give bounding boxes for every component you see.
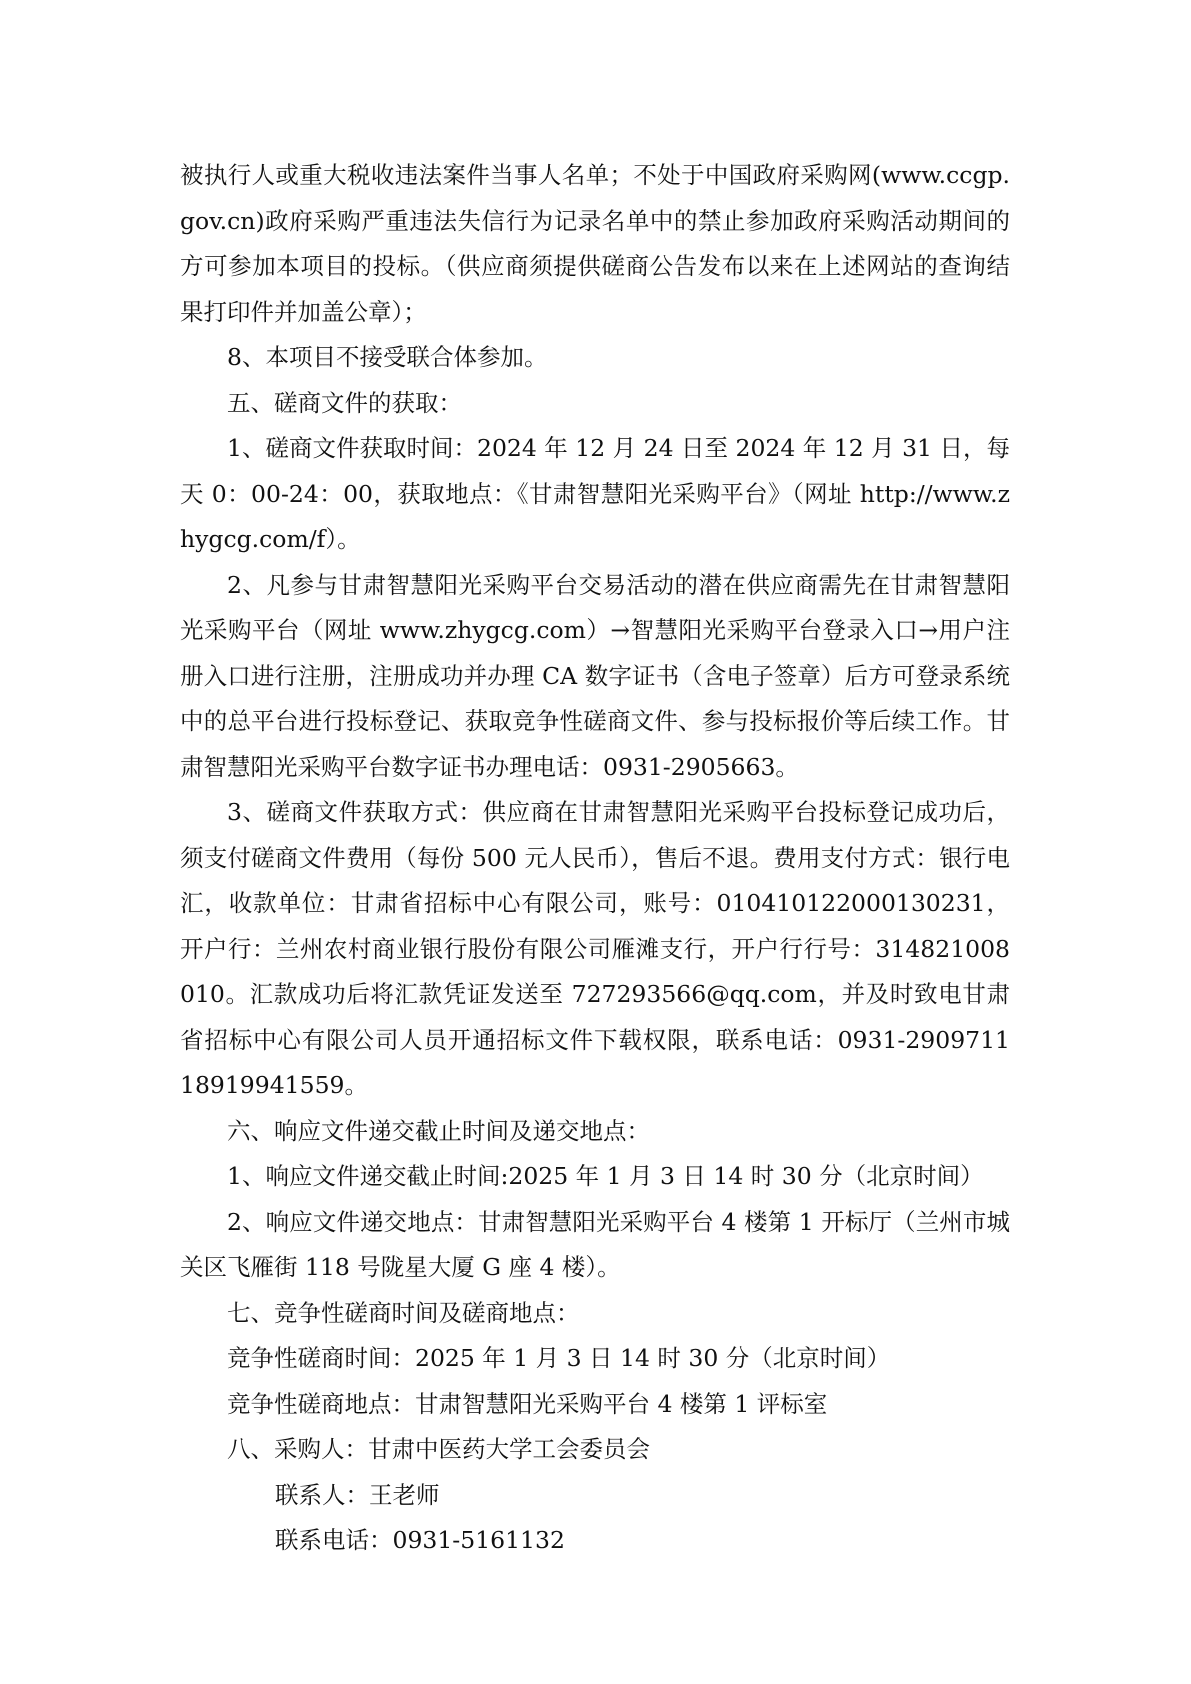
contact-phone: 联系电话：0931-5161132 <box>275 1526 565 1554</box>
paragraph-registration: 2、凡参与甘肃智慧阳光采购平台交易活动的潜在供应商需先在甘肃智慧阳光采购平台（网址 www.zhygcg.com）→智慧阳光采购平台登录入口→用户注册入口进行注册，注册成功并办理 CA 数字证书（含电子签章）后方可登录系统中的总平台进行投标登记、获取竞争性磋商文件、参与投标报价等后续工作。甘肃智慧阳光采购平台数字证书办理电话：0931-2905663。 <box>180 570 1010 781</box>
paragraph-consultation-location: 竞争性磋商地点：甘肃智慧阳光采购平台 4 楼第 1 评标室 <box>227 1389 828 1418</box>
contact-person: 联系人：王老师 <box>275 1480 440 1509</box>
section-heading-purchaser: 八、采购人：甘肃中医药大学工会委员会 <box>227 1435 650 1463</box>
paragraph-acquisition-time: 1、磋商文件获取时间：2024 年 12 月 24 日至 2024 年 12 月 31 日，每天 0：00-24：00，获取地点：《甘肃智慧阳光采购平台》（网址 http://www.zhygcg.com/f）。 <box>180 434 1010 553</box>
paragraph-no-consortium: 8、本项目不接受联合体参加。 <box>227 343 548 371</box>
paragraph-consultation-time: 竞争性磋商时间：2025 年 1 月 3 日 14 时 30 分（北京时间） <box>227 1344 891 1372</box>
section-heading-consultation: 七、竞争性磋商时间及磋商地点： <box>227 1298 580 1327</box>
paragraph-submission-location: 2、响应文件递交地点：甘肃智慧阳光采购平台 4 楼第 1 开标厅（兰州市城关区飞雁街 118 号陇星大厦 G 座 4 楼）。 <box>180 1207 1010 1281</box>
paragraph-acquisition-method: 3、磋商文件获取方式：供应商在甘肃智慧阳光采购平台投标登记成功后，须支付磋商文件费用（每份 500 元人民币），售后不退。费用支付方式：银行电汇，收款单位：甘肃省招标中心有限公司，账号：010410122000130231，开户行：兰州农村商业银行股份有限公司雁滩支行，开户行行号：314821008010。汇款成功后将汇款凭证发送至 727293566@qq.com，并及时致电甘肃省招标中心有限公司人员开通招标文件下载权限，联系电话：0931-2909711 18919941559。 <box>180 798 1041 1099</box>
paragraph-eligibility: 被执行人或重大税收违法案件当事人名单；不处于中国政府采购网(www.ccgp.gov.cn)政府采购严重违法失信行为记录名单中的禁止参加政府采购活动期间的方可参加本项目的投标。（供应商须提供磋商公告发布以来在上述网站的查询结果打印件并加盖公章）； <box>180 161 1010 326</box>
section-heading-submission: 六、响应文件递交截止时间及递交地点： <box>227 1116 650 1145</box>
section-heading-document-acquisition: 五、磋商文件的获取： <box>227 388 462 417</box>
document-page <box>180 153 1041 1564</box>
paragraph-submission-deadline: 1、响应文件递交截止时间:2025 年 1 月 3 日 14 时 30 分（北京时间） <box>227 1162 984 1190</box>
